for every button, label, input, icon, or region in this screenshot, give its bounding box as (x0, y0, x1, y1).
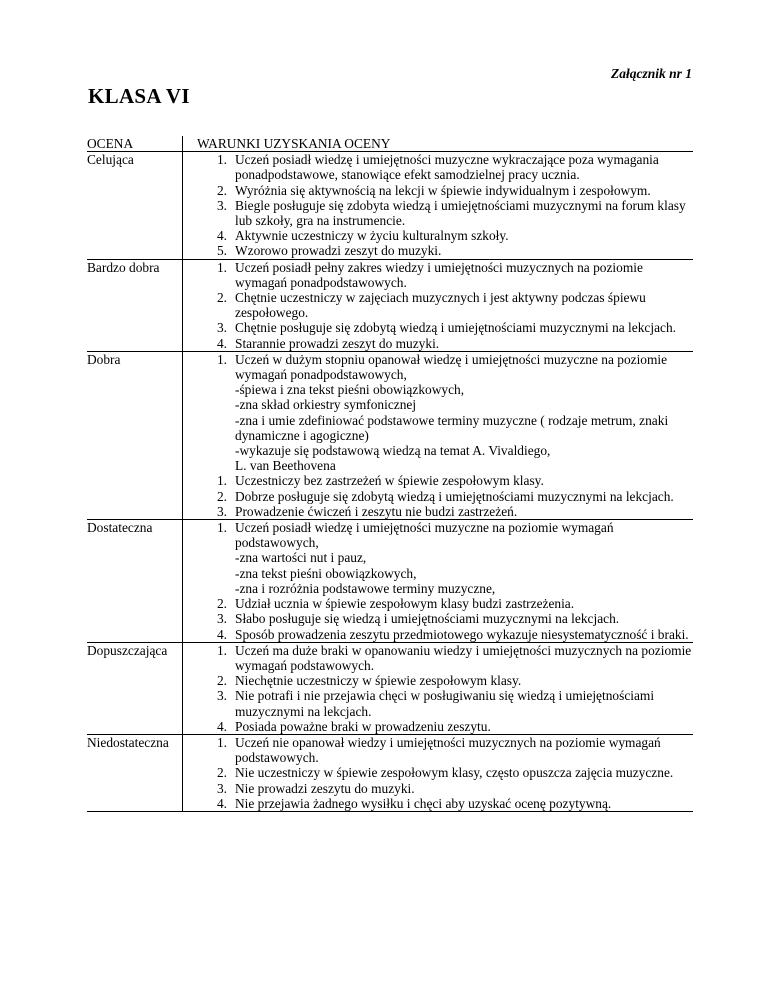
item-text: Aktywnie uczestniczy w życiu kulturalnym szkoły. (235, 228, 509, 244)
list-item (197, 596, 693, 611)
item-number: 1. (216, 351, 227, 367)
grade-conditions (183, 734, 694, 811)
list-item (197, 611, 693, 626)
list-item (197, 198, 693, 228)
item-number: 2. (216, 673, 227, 689)
grade-conditions (183, 351, 694, 519)
conditions-list (197, 352, 693, 519)
item-number: 5. (216, 243, 227, 259)
column-header-grade: OCENA (87, 136, 134, 151)
table-bottom-border (87, 811, 693, 812)
list-item (197, 643, 693, 673)
item-number: 3. (216, 688, 227, 704)
item-number: 1. (216, 734, 227, 750)
item-text: Uczeń nie opanował wiedzy i umiejętności muzycznych na poziomie wymagań podstawowych. (235, 734, 661, 766)
table-row (87, 259, 693, 351)
item-text: Udział ucznia w śpiewie zespołowym klasy budzi zastrzeżenia. (235, 596, 575, 612)
item-text: Uczeń ma duże braki w opanowaniu wiedzy i umiejętności muzycznych na poziomie wymagań podstawowych. (235, 642, 692, 673)
item-number: 3. (216, 503, 227, 519)
item-text: Niechętnie uczestniczy w śpiewie zespołowym klasy. (235, 673, 522, 689)
item-text: Biegle posługuje się zdobyta wiedzą i umiejętnościami muzycznymi na forum klasy lub szkoły, gra na instrumencie. (235, 197, 686, 229)
grade-conditions (183, 642, 694, 734)
item-text: Posiada poważne braki w prowadzeniu zeszytu. (235, 718, 491, 734)
item-text: Nie uczestniczy w śpiewie zespołowym klasy, często opuszcza zajęcia muzyczne. (235, 765, 674, 781)
list-item (197, 627, 693, 642)
list-item (197, 320, 693, 335)
grade-conditions (183, 152, 694, 259)
item-number: 1. (216, 152, 227, 168)
grade-label: Dostateczna (87, 520, 183, 643)
item-text: Uczestniczy bez zastrzeżeń w śpiewie zespołowym klasy. (235, 473, 544, 489)
conditions-list (197, 520, 693, 642)
table-row (87, 642, 693, 734)
item-text: Nie potrafi i nie przejawia chęci w posługiwaniu się wiedzą i umiejętnościami muzycznymi na lekcjach. (235, 688, 655, 719)
item-number: 2. (216, 290, 227, 306)
item-number: 4. (216, 718, 227, 734)
list-item (197, 473, 693, 488)
item-number: 2. (216, 596, 227, 612)
list-item (197, 735, 693, 765)
item-number: 4. (216, 228, 227, 244)
item-text: Wyróżnia się aktywnością na lekcji w śpiewie indywidualnym i zespołowym. (235, 182, 651, 198)
attachment-label: Załącznik nr 1 (610, 66, 692, 81)
conditions-list (197, 260, 693, 351)
item-number: 3. (216, 320, 227, 336)
item-text: Prowadzenie ćwiczeń i zeszytu nie budzi zastrzeżeń. (235, 503, 518, 519)
grade-label: Niedostateczna (87, 734, 183, 811)
table-row (87, 520, 693, 643)
item-text: Sposób prowadzenia zeszytu przedmiotowego wykazuje niesystematyczność i braki. (235, 626, 689, 642)
item-text: Uczeń posiadł wiedzę i umiejętności muzyczne wykraczające poza wymagania ponadpodstawowe, stanowiące efekt samodzielnej pracy ucznia. (235, 152, 659, 183)
list-item (197, 183, 693, 198)
grade-label: Dopuszczająca (87, 642, 183, 734)
grade-label: Celująca (87, 152, 183, 259)
item-number: 4. (216, 626, 227, 642)
item-number: 1. (216, 473, 227, 489)
item-text: Starannie prowadzi zeszyt do muzyki. (235, 335, 440, 351)
table-row (87, 351, 693, 519)
item-number: 1. (216, 642, 227, 658)
table-row (87, 734, 693, 811)
list-item (197, 352, 693, 474)
list-item (197, 260, 693, 290)
item-number: 1. (216, 520, 227, 536)
table-header-row (87, 136, 693, 152)
item-text: Uczeń posiadł wiedzę i umiejętności muzyczne na poziomie wymagań podstawowych, -zna wartości nut i pauz, -zna tekst pieśni obowiązkowych, -zna i rozróżnia podstawowe terminy muzyczne, (235, 520, 614, 596)
item-text: Słabo posługuje się wiedzą i umiejętnościami muzycznymi na lekcjach. (235, 611, 620, 627)
grade-label: Dobra (87, 351, 183, 519)
table-row (87, 152, 693, 259)
table-bottom-border-right (183, 811, 694, 812)
list-item (197, 719, 693, 734)
grade-label: Bardzo dobra (87, 259, 183, 351)
list-item (197, 489, 693, 504)
list-item (197, 290, 693, 320)
item-text: Chętnie posługuje się zdobytą wiedzą i umiejętnościami muzycznymi na lekcjach. (235, 320, 677, 336)
list-item (197, 673, 693, 688)
item-text: Wzorowo prowadzi zeszyt do muzyki. (235, 243, 442, 259)
page-title: KLASA VI (88, 84, 190, 108)
item-number: 4. (216, 335, 227, 351)
list-item (197, 796, 693, 811)
item-number: 3. (216, 780, 227, 796)
list-item (197, 243, 693, 258)
item-number: 4. (216, 795, 227, 811)
grading-table (87, 136, 693, 812)
grade-conditions (183, 259, 694, 351)
list-item (197, 765, 693, 780)
item-number: 3. (216, 611, 227, 627)
conditions-list (197, 643, 693, 734)
item-text: Chętnie uczestniczy w zajęciach muzycznych i jest aktywny podczas śpiewu zespołowego. (235, 290, 646, 321)
grade-conditions (183, 520, 694, 643)
item-text: Dobrze posługuje się zdobytą wiedzą i umiejętnościami muzycznymi na lekcjach. (235, 488, 674, 504)
item-number: 1. (216, 259, 227, 275)
item-text: Nie przejawia żadnego wysiłku i chęci aby uzyskać ocenę pozytywną. (235, 795, 612, 811)
list-item (197, 228, 693, 243)
item-text: Uczeń w dużym stopniu opanował wiedzę i umiejętności muzyczne na poziomie wymagań ponadpodstawowych, -śpiewa i zna tekst pieśni obowiązkowych, -zna skład orkiestry symfonicznej -zna i umie zdefiniować podstawowe terminy muzyczne ( rodzaje metrum, znaki dynamiczne i agogiczne) -wykazuje się podstawową wiedzą na temat A. Vivaldiego, L. van Beethovena (235, 351, 669, 474)
list-item (197, 152, 693, 182)
list-item (197, 781, 693, 796)
list-item (197, 520, 693, 596)
item-text: Nie prowadzi zeszytu do muzyki. (235, 780, 415, 796)
list-item (197, 504, 693, 519)
item-number: 3. (216, 197, 227, 213)
list-item (197, 336, 693, 351)
column-header-conditions: WARUNKI UZYSKANIA OCENY (183, 136, 694, 152)
conditions-list (197, 735, 693, 811)
table-bottom-border-left (87, 811, 183, 812)
item-number: 2. (216, 182, 227, 198)
item-number: 2. (216, 765, 227, 781)
list-item (197, 688, 693, 718)
item-text: Uczeń posiadł pełny zakres wiedzy i umiejętności muzycznych na poziomie wymagań ponadpodstawowych. (235, 259, 643, 290)
conditions-list (197, 152, 693, 258)
item-number: 2. (216, 488, 227, 504)
